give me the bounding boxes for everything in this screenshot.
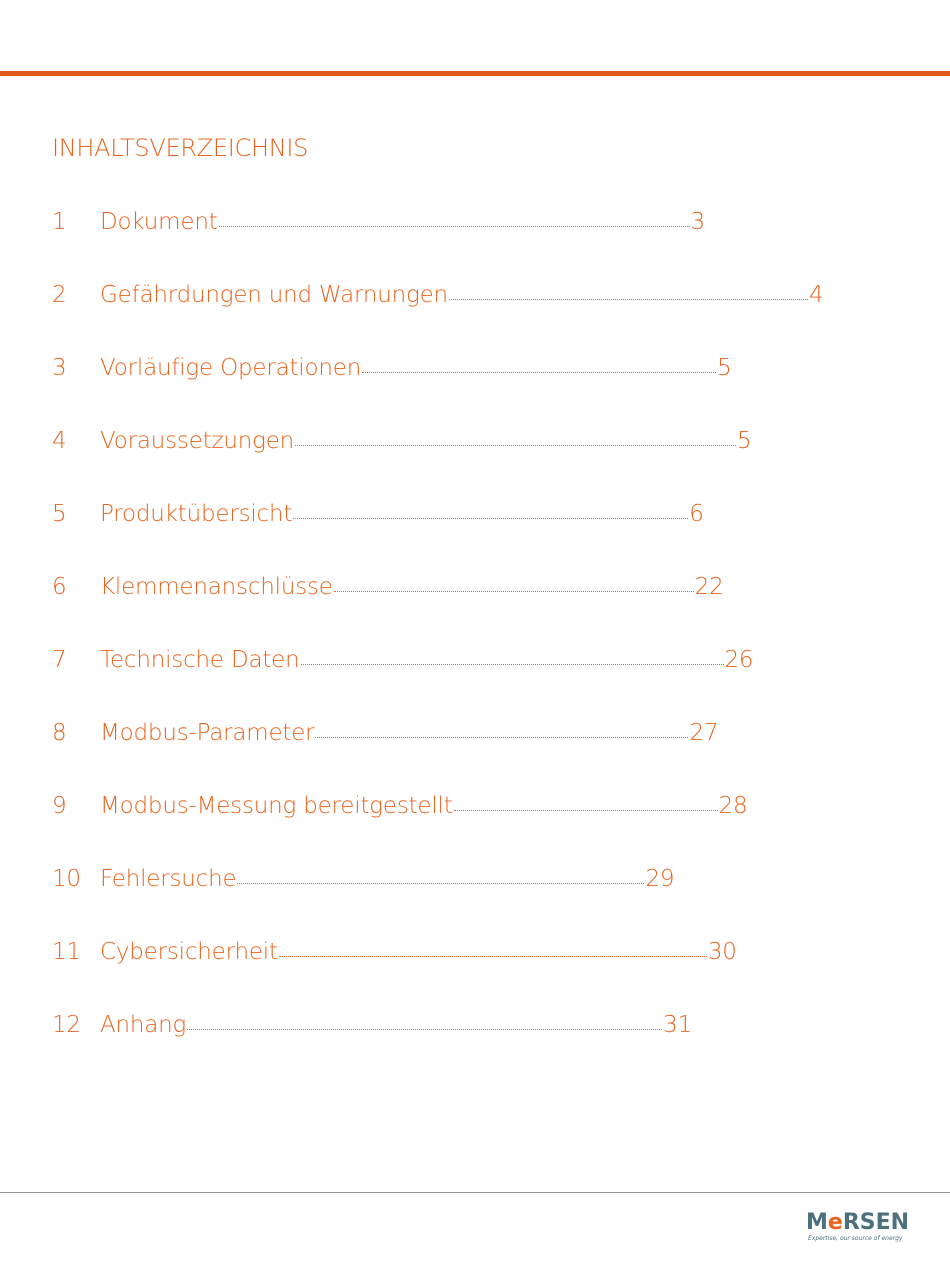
toc-entry-title: Modbus-Messung bereitgestellt bbox=[100, 793, 453, 819]
toc-entry[interactable] bbox=[52, 789, 902, 862]
toc-dot-leader bbox=[449, 297, 808, 300]
toc-dot-leader bbox=[237, 881, 644, 884]
toc-dot-leader bbox=[293, 516, 688, 519]
toc-entry-title: Anhang bbox=[100, 1012, 187, 1038]
toc-entry-page: 29 bbox=[645, 866, 675, 892]
toc-entry-page: 28 bbox=[718, 793, 748, 819]
toc-entry-title: Dokument bbox=[100, 209, 218, 235]
toc-entry[interactable] bbox=[52, 643, 902, 716]
toc-entry-number: 10 bbox=[52, 866, 81, 892]
toc-entry-page: 27 bbox=[689, 720, 719, 746]
toc-heading: INHALTSVERZEICHNIS bbox=[52, 134, 309, 162]
toc-entry[interactable] bbox=[52, 278, 902, 351]
toc-entry-page: 5 bbox=[717, 355, 732, 381]
toc-entry[interactable] bbox=[52, 935, 902, 1008]
toc-dot-leader bbox=[454, 808, 718, 811]
toc-dot-leader bbox=[315, 735, 688, 738]
toc-entry[interactable] bbox=[52, 497, 902, 570]
toc-entry[interactable] bbox=[52, 205, 902, 278]
toc-entry-page: 4 bbox=[808, 282, 824, 308]
toc-entry[interactable] bbox=[52, 424, 902, 497]
toc-dot-leader bbox=[279, 954, 707, 957]
toc-entry[interactable] bbox=[52, 1008, 902, 1081]
toc-entry-title: Cybersicherheit bbox=[100, 939, 278, 965]
toc-entry-title: Gefährdungen und Warnungen bbox=[100, 282, 448, 308]
toc-entry-title: Voraussetzungen bbox=[100, 428, 295, 454]
logo-text-part2: RSEN bbox=[842, 1210, 910, 1235]
toc-entry-page: 5 bbox=[737, 428, 752, 454]
mersen-logo bbox=[804, 1210, 920, 1246]
toc-entry-title: Produktübersicht bbox=[100, 501, 293, 527]
logo-text-part1: M bbox=[806, 1210, 828, 1235]
toc-dot-leader bbox=[362, 370, 716, 373]
logo-wordmark bbox=[806, 1210, 909, 1236]
toc-entry-title: Vorläufige Operationen bbox=[100, 355, 362, 381]
toc-dot-leader bbox=[301, 662, 724, 665]
footer-rule bbox=[0, 1192, 950, 1193]
toc-entry[interactable] bbox=[52, 862, 902, 935]
toc-entry-title: Fehlersuche bbox=[100, 866, 237, 892]
toc-dot-leader bbox=[295, 443, 736, 446]
toc-entry-number: 4 bbox=[52, 428, 67, 454]
toc-entry[interactable] bbox=[52, 351, 902, 424]
toc-entry-page: 6 bbox=[689, 501, 704, 527]
toc-entry-page: 30 bbox=[707, 939, 737, 965]
toc-entry-number: 1 bbox=[52, 209, 67, 235]
toc-entry-page: 26 bbox=[724, 647, 754, 673]
toc-entry-title: Klemmenanschlüsse bbox=[100, 574, 333, 600]
header-rule bbox=[0, 71, 950, 76]
toc-entry-number: 2 bbox=[52, 282, 67, 308]
toc-entry-number: 3 bbox=[52, 355, 67, 381]
toc-entry-number: 11 bbox=[52, 939, 81, 965]
toc-entry[interactable] bbox=[52, 716, 902, 789]
toc-entry-page: 31 bbox=[663, 1012, 693, 1038]
toc-entry-title: Modbus-Parameter bbox=[100, 720, 315, 746]
toc-entry-page: 3 bbox=[690, 209, 705, 235]
toc-entry-number: 12 bbox=[52, 1012, 81, 1038]
toc-entry-number: 9 bbox=[52, 793, 67, 819]
toc-entry[interactable] bbox=[52, 570, 902, 643]
toc-entry-number: 6 bbox=[52, 574, 67, 600]
toc-entry-number: 7 bbox=[52, 647, 67, 673]
logo-tagline: Expertise, our source of energy bbox=[808, 1235, 903, 1242]
toc-dot-leader bbox=[219, 224, 690, 227]
toc-entry-title: Technische Daten bbox=[100, 647, 300, 673]
logo-text-accent: e bbox=[827, 1210, 843, 1235]
toc-entry-number: 8 bbox=[52, 720, 67, 746]
toc-dot-leader bbox=[187, 1027, 662, 1030]
toc-entry-page: 22 bbox=[694, 574, 724, 600]
toc-dot-leader bbox=[334, 589, 694, 592]
toc-entry-number: 5 bbox=[52, 501, 67, 527]
toc-list bbox=[52, 205, 902, 1081]
